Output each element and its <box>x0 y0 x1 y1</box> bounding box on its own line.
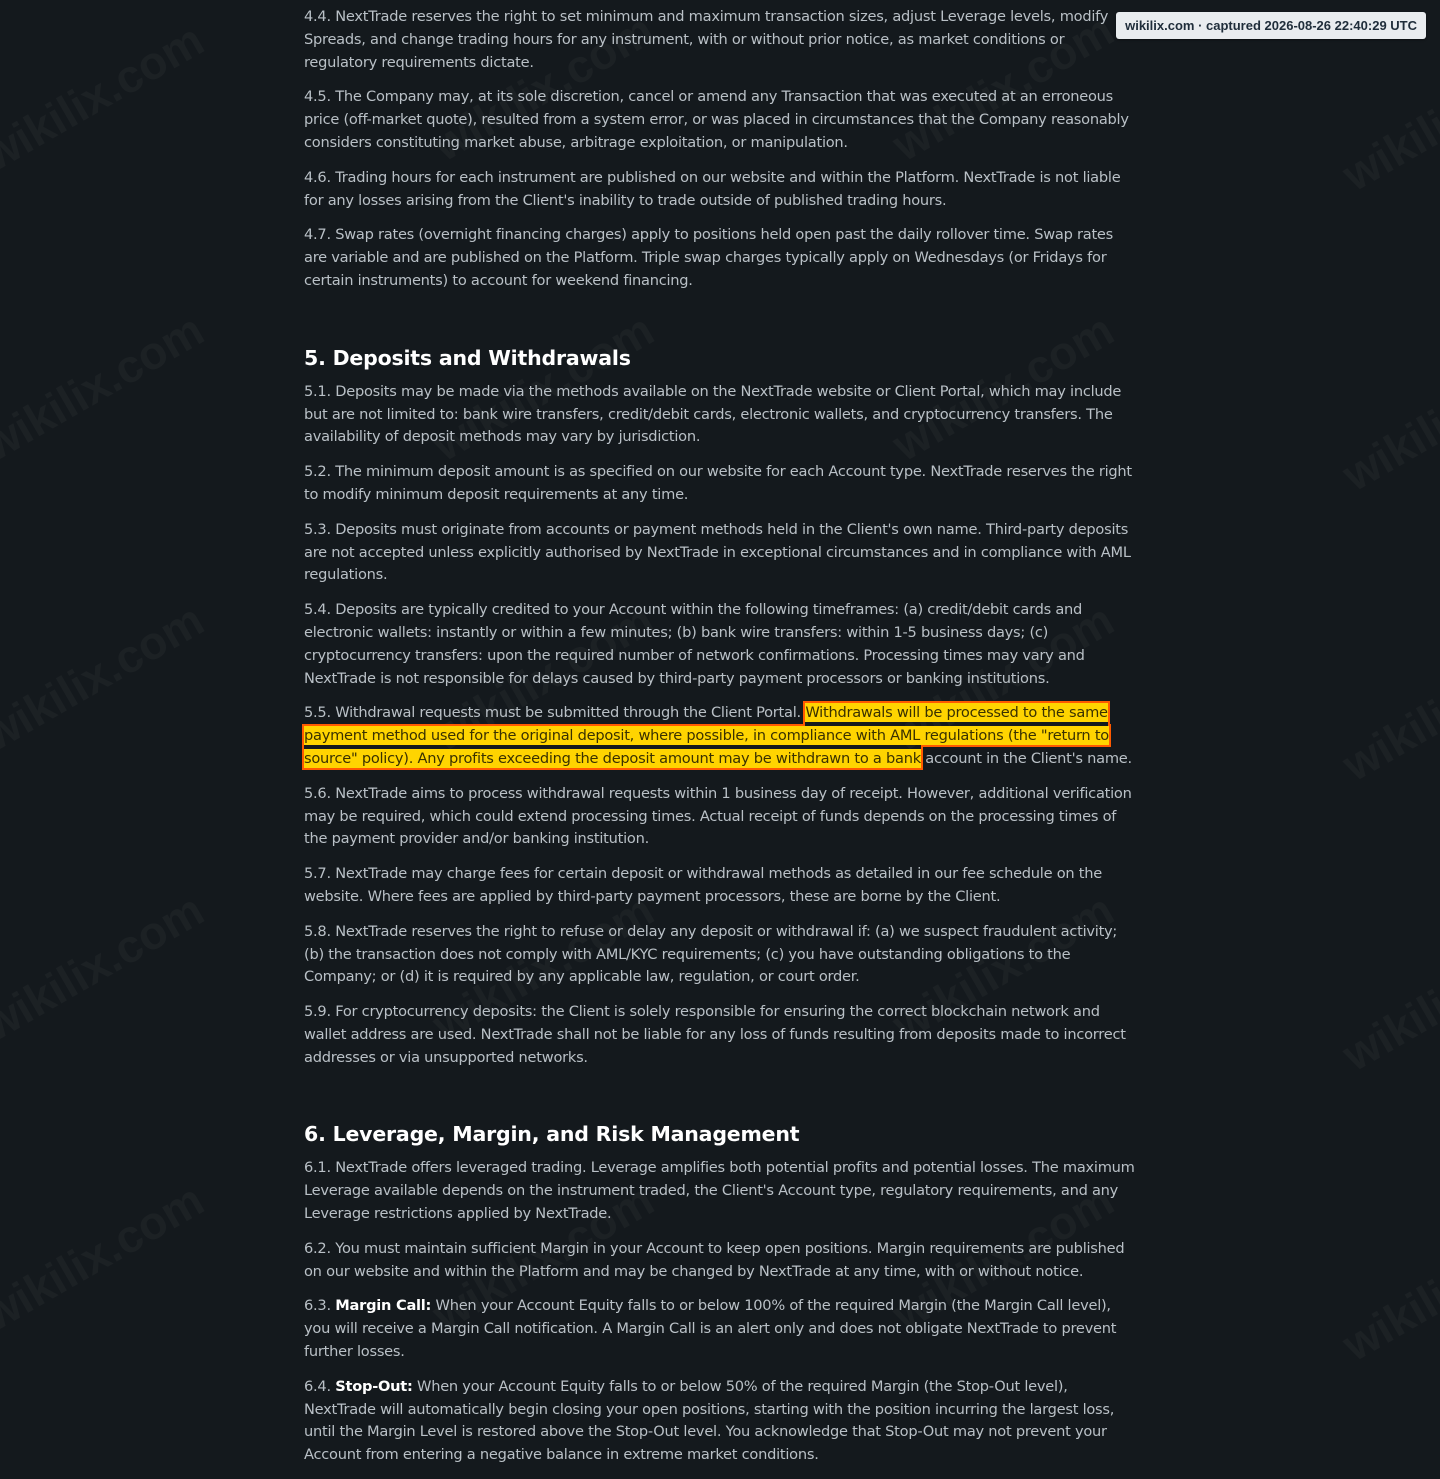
section-heading-deposits-withdrawals: 5. Deposits and Withdrawals <box>304 345 631 370</box>
clause-5-2: 5.2. The minimum deposit amount is as specified on our website for each Account type. NextTrade reserves the right to modify minimum deposit requirements at any time. <box>304 463 1132 503</box>
clause-5-8: 5.8. NextTrade reserves the right to refuse or delay any deposit or withdrawal if: (a) we suspect fraudulent activity; (b) the transaction does not comply with AML/KYC requirements; (c) you have outstanding obligations to the Company; or (d) it is required by any applicable law, regulation, or court order. <box>304 922 1118 986</box>
clause-6-2: 6.2. You must maintain sufficient Margin in your Account to keep open positions. Margin requirements are published on our website and within the Platform and may be changed by NextTrade at any time, with or without notice. <box>304 1239 1125 1280</box>
clause-6-3-text: When your Account Equity falls to or below 100% of the required Margin (the Margin Call level), you will receive a Margin Call notification. A Margin Call is an alert only and does not obligate NextTrade to prevent further losses. <box>304 1297 1117 1361</box>
watermark <box>1333 912 1440 1081</box>
watermark <box>1333 1202 1440 1371</box>
clause-4-5: 4.5. The Company may, at its sole discretion, cancel or amend any Transaction that was executed at an erroneous price (off-market quote), resulted from a system error, or was placed in circumstances that the Company reasonably considers constituting market abuse, arbitrage exploitation, or manipulation. <box>304 88 1129 151</box>
clause-5-3: 5.3. Deposits must originate from accounts or payment methods held in the Client's own name. Third-party deposits are not accepted unless explicitly authorised by NextTrade in exceptional circumstances and in compliance with AML regulations. <box>304 520 1131 584</box>
capture-timestamp-badge: wikilix.com · captured 2026-08-26 22:40:29 UTC <box>1116 12 1426 39</box>
clause-5-1: 5.1. Deposits may be made via the methods available on the NextTrade website or Client Portal, which may include but are not limited to: bank wire transfers, credit/debit cards, electronic wallets, and cryptocurrency transfers. The availability of deposit methods may vary by jurisdiction. <box>304 382 1122 446</box>
terms-document <box>304 6 1138 1479</box>
watermark <box>0 1172 212 1341</box>
clause-6-4-number: 6.4. <box>304 1377 336 1395</box>
clause-6-3-number: 6.3. <box>304 1297 336 1315</box>
clause-6-4 <box>304 1376 1138 1467</box>
clause-6-1: 6.1. NextTrade offers leveraged trading. Leverage amplifies both potential profits and potential losses. The maximum Leverage available depends on the instrument traded, the Client's Account type, regulatory requirements, and any Leverage restrictions applied by NextTrade. <box>304 1159 1135 1223</box>
clause-4-6: 4.6. Trading hours for each instrument are published on our website and within the Platform. NextTrade is not liable for any losses arising from the Client's inability to trade outside of published trading hours. <box>304 168 1121 209</box>
clause-5-7: 5.7. NextTrade may charge fees for certain deposit or withdrawal methods as detailed in our fee schedule on the website. Where fees are applied by third-party payment processors, these are borne by the Client. <box>304 865 1102 905</box>
watermark <box>0 302 212 471</box>
clause-5-5-intro: 5.5. Withdrawal requests must be submitted through the Client Portal. <box>304 704 806 722</box>
margin-call-term: Margin Call: <box>335 1297 432 1315</box>
clause-5-5 <box>304 702 1138 770</box>
clause-5-4: 5.4. Deposits are typically credited to your Account within the following timeframes: (a) credit/debit cards and electronic wallets: instantly or within a few minutes; (b) bank wire transfers: within 1-5 business days; (c) cryptocurrency transfers: upon the required number of network confirmations. Processing times may vary and NextTrade is not responsible for delays caused by third-party payment processors or banking institutions. <box>304 601 1085 687</box>
clause-6-4-text: When your Account Equity falls to or below 50% of the required Margin (the Stop-Out level), NextTrade will automatically begin closing your open positions, starting with the position incurring the largest loss, until the Margin Level is restored above the Stop-Out level. You acknowledge that Stop-Out may not prevent your Account from entering a negative balance in extreme market conditions. <box>304 1377 1115 1464</box>
clause-5-9: 5.9. For cryptocurrency deposits: the Client is solely responsible for ensuring the correct blockchain network and wallet address are used. NextTrade shall not be liable for any loss of funds resulting from deposits made to incorrect addresses or via unsupported networks. <box>304 1003 1126 1066</box>
clause-5-5-end: account in the Client's name. <box>920 749 1132 767</box>
stop-out-term: Stop-Out: <box>335 1377 413 1395</box>
clause-4-7: 4.7. Swap rates (overnight financing charges) apply to positions held open past the daily rollover time. Swap rates are variable and are published on the Platform. Triple swap charges typically apply on Wednesdays (or Fridays for certain instruments) to account for weekend financing. <box>304 226 1114 289</box>
clause-6-3 <box>304 1295 1138 1363</box>
section-spacer <box>304 305 1138 343</box>
section-heading-leverage-margin: 6. Leverage, Margin, and Risk Management <box>304 1122 800 1147</box>
watermark <box>0 12 212 181</box>
clause-5-6: 5.6. NextTrade aims to process withdrawal requests within 1 business day of receipt. However, additional verification may be required, which could extend processing times. Actual receipt of funds depends on the processing times of the payment provider and/or banking institution. <box>304 784 1132 848</box>
watermark <box>1333 622 1440 791</box>
watermark <box>1333 332 1440 501</box>
clause-4-4: 4.4. NextTrade reserves the right to set minimum and maximum transaction sizes, adjust Leverage levels, modify Spreads, and change trading hours for any instrument, with or without prior notice, as market conditions or regulatory requirements dictate. <box>304 8 1109 71</box>
watermark <box>0 592 212 761</box>
watermark <box>1333 32 1440 201</box>
highlighted-return-to-source-policy: Withdrawals will be processed to the same payment method used for the original deposit, where possible, in compliance with AML regulations (the "return to source" policy). Any profits exceeding the deposit amount may be withdrawn to a bank <box>304 704 1109 767</box>
section-spacer <box>304 1081 1138 1119</box>
watermark <box>0 882 212 1051</box>
